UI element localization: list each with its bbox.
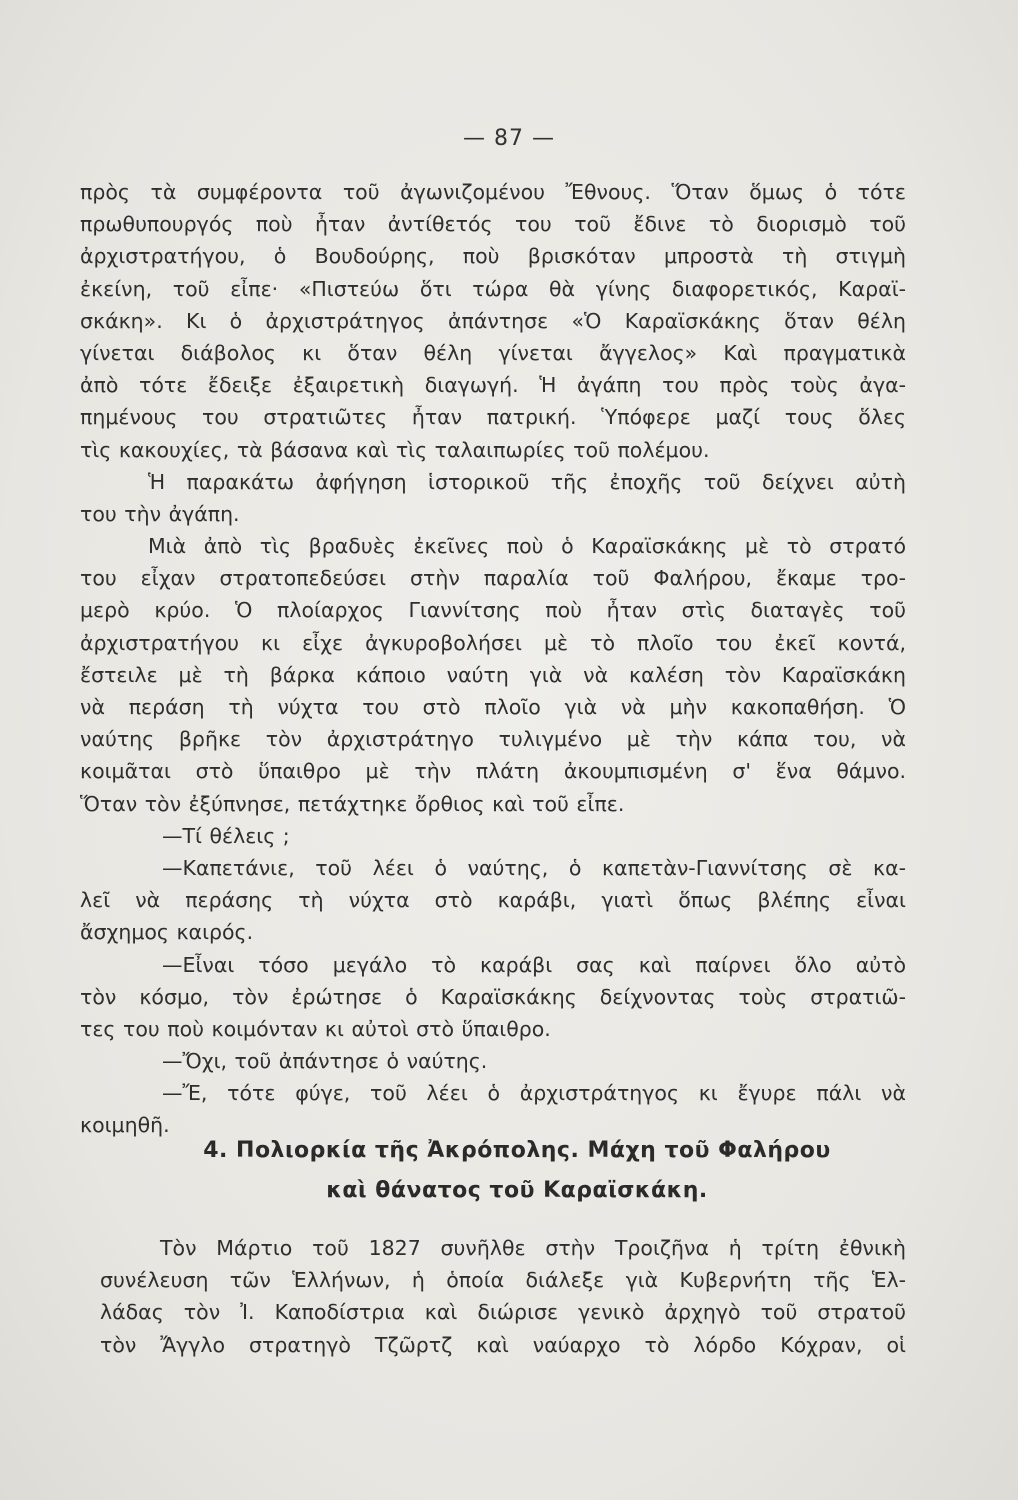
text-line: λάδας τὸν Ἰ. Καποδίστρια καὶ διώρισε γενικὸ ἀρχηγὸ τοῦ στρατοῦ <box>100 1300 906 1325</box>
text-line: ἀπὸ τότε ἔδειξε ἐξαιρετικὴ διαγωγή. Ἡ ἀγάπη του πρὸς τοὺς ἀγα- <box>80 373 906 398</box>
text-line: νὰ περάση τὴ νύχτα του στὸ πλοῖο γιὰ νὰ μὴν κακοπαθήση. Ὁ <box>80 695 906 719</box>
dialog-line: —Καπετάνιε, τοῦ λέει ὁ ναύτης, ὁ καπετὰν-Γιαννίτσης σὲ κα- <box>162 855 906 880</box>
text-line: κοιμηθῆ. <box>80 1113 170 1138</box>
section-heading: 4. Πολιορκία τῆς Ἀκρόπολης. Μάχη τοῦ Φαλήρου <box>203 1138 831 1163</box>
text-line: Ὅταν τὸν ἐξύπνησε, πετάχτηκε ὄρθιος καὶ τοῦ εἶπε. <box>80 791 625 816</box>
text-line: συνέλευση τῶν Ἑλλήνων, ἡ ὁποία διάλεξε γιὰ Κυβερνήτη τῆς Ἑλ- <box>100 1268 906 1293</box>
dialog-line: —Εἶναι τόσο μεγάλο τὸ καράβι σας καὶ παίρνει ὅλο αὐτὸ <box>162 952 906 977</box>
text-line: του τὴν ἀγάπη. <box>80 501 240 526</box>
section-body-text <box>100 1232 906 1361</box>
text-line: Τὸν Μάρτιο τοῦ 1827 συνῆλθε στὴν Τροιζῆνα ἡ τρίτη ἐθνικὴ <box>160 1236 906 1260</box>
text-line: μερὸ κρύο. Ὁ πλοίαρχος Γιαννίτσης ποὺ ἦταν στὶς διαταγὲς τοῦ <box>80 598 906 623</box>
text-line: λεῖ νὰ περάσης τὴ νύχτα στὸ καράβι, γιατὶ ὅπως βλέπης εἶναι <box>80 888 906 913</box>
section-heading-continued: καὶ θάνατος τοῦ Καραϊσκάκη. <box>326 1178 708 1203</box>
text-line: Ἡ παρακάτω ἀφήγηση ἱστορικοῦ τῆς ἐποχῆς τοῦ δείχνει αὐτὴ <box>148 469 906 494</box>
text-line: τὸν κόσμο, τὸν ἐρώτησε ὁ Καραϊσκάκης δείχνοντας τοὺς στρατιῶ- <box>80 984 906 1009</box>
text-line: τὶς κακουχίες, τὰ βάσανα καὶ τὶς ταλαιπωρίες τοῦ πολέμου. <box>80 437 710 462</box>
text-line: τὸν Ἄγγλο στρατηγὸ Τζῶρτζ καὶ ναύαρχο τὸ λόρδο Κόχραν, οἱ <box>100 1332 906 1357</box>
text-line: πρὸς τὰ συμφέροντα τοῦ ἀγωνιζομένου Ἔθνους. Ὅταν ὅμως ὁ τότε <box>80 180 906 204</box>
page-number: — 87 — <box>463 126 555 151</box>
dialog-line: —Τί θέλεις ; <box>162 823 290 848</box>
text-line: ναύτης βρῆκε τὸν ἀρχιστράτηγο τυλιγμένο μὲ τὴν κάπα του, νὰ <box>80 727 906 752</box>
text-line: γίνεται διάβολος κι ὅταν θέλη γίνεται ἄγγελος» Καὶ πραγματικὰ <box>80 340 906 365</box>
text-line: ἄσχημος καιρός. <box>80 920 254 945</box>
dialog-line: —Ὄχι, τοῦ ἀπάντησε ὁ ναύτης. <box>162 1049 488 1074</box>
text-line: του εἶχαν στρατοπεδεύσει στὴν παραλία τοῦ Φαλήρου, ἔκαμε τρο- <box>80 566 906 591</box>
text-line: Μιὰ ἀπὸ τὶς βραδυὲς ἐκεῖνες ποὺ ὁ Καραϊσκάκης μὲ τὸ στρατό <box>148 534 906 559</box>
text-line: ἀρχιστρατήγου κι εἶχε ἀγκυροβολήσει μὲ τὸ πλοῖο του ἐκεῖ κοντά, <box>80 630 906 655</box>
text-line: σκάκη». Κι ὁ ἀρχιστράτηγος ἀπάντησε «Ὁ Καραϊσκάκης ὅταν θέλη <box>80 308 906 333</box>
text-line: ἔστειλε μὲ τὴ βάρκα κάποιο ναύτη γιὰ νὰ καλέση τὸν Καραϊσκάκη <box>80 662 906 687</box>
text-line: πρωθυπουργός ποὺ ἦταν ἀντίθετός του τοῦ ἔδινε τὸ διορισμὸ τοῦ <box>80 212 906 237</box>
text-line: πημένους του στρατιῶτες ἦταν πατρική. Ὑπόφερε μαζί τους ὅλες <box>80 405 906 430</box>
dialog-line: —Ἔ, τότε φύγε, τοῦ λέει ὁ ἀρχιστράτηγος κι ἔγυρε πάλι νὰ <box>162 1081 906 1106</box>
body-text <box>80 176 906 1142</box>
text-line: ἀρχιστρατήγου, ὁ Βουδούρης, ποὺ βρισκόταν μπροστὰ τὴ στιγμὴ <box>80 244 906 269</box>
text-line: κοιμᾶται στὸ ὕπαιθρο μὲ τὴν πλάτη ἀκουμπισμένη σ' ἕνα θάμνο. <box>80 759 906 784</box>
text-line: ἐκείνη, τοῦ εἶπε· «Πιστεύω ὅτι τώρα θὰ γίνης διαφορετικός, Καραϊ- <box>80 276 906 301</box>
text-line: τες του ποὺ κοιμόνταν κι αὐτοὶ στὸ ὕπαιθρο. <box>80 1016 551 1041</box>
